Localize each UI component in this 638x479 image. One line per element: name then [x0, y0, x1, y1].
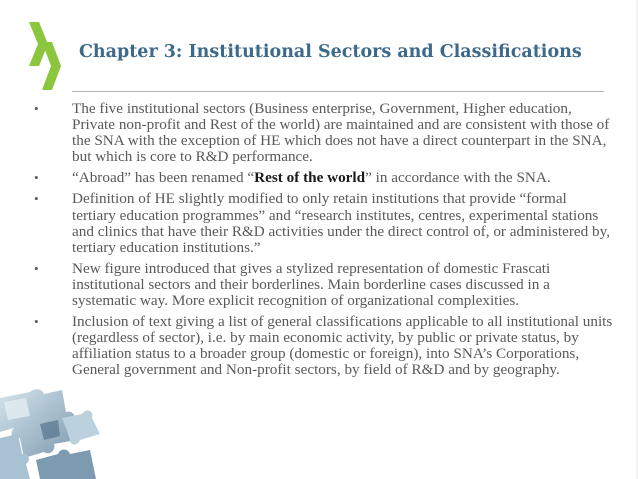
oecd-logo-icon: [26, 20, 64, 92]
bullet-text-bold: Rest of the world: [254, 169, 366, 187]
bullet-item: [34, 191, 614, 255]
bullet-list: [34, 101, 614, 384]
bullet-marker: •: [34, 314, 39, 330]
bullet-marker: •: [34, 191, 39, 207]
puzzle-pieces-icon: [0, 388, 105, 479]
bullet-text: The five institutional sectors (Business enterprise, Government, Higher education, Private non-profit and Rest of the world) are maintained and are consistent with those of the SNA with the exception of HE which does not have a direct counterpart in the SNA, but which is core to R&D performance.: [72, 100, 610, 166]
title-divider: [72, 91, 604, 92]
page-title: Chapter 3: Institutional Sectors and Classifications: [79, 42, 582, 62]
bullet-item: [34, 101, 614, 165]
bullet-item: [34, 314, 614, 378]
bullet-item: [34, 261, 614, 309]
bullet-marker: •: [34, 101, 39, 116]
bullet-text-pre: “Abroad” has been renamed “: [72, 169, 255, 187]
bullet-text: Inclusion of text giving a list of general classifications applicable to all institutional units (regardless of sector), i.e. by main economic activity, by public or private status, by affiliation status to a broader group (domestic or foreign), into SNA’s Corporations, General government and Non-profit sectors, by field of R&D and by geography.: [72, 313, 613, 379]
bullet-marker: •: [34, 170, 39, 186]
bullet-marker: •: [34, 260, 39, 276]
bullet-text: New figure introduced that gives a stylized representation of domestic Frascati institutional sectors and their borderlines. Main borderline cases discussed in a systematic way. More explicit recognition of organizational complexities.: [72, 259, 551, 310]
bullet-text-post: ” in accordance with the SNA.: [365, 169, 551, 187]
bullet-item: [34, 170, 614, 186]
bullet-text: Definition of HE slightly modified to only retain institutions that provide “formal tertiary education programmes” and “research institutes, centres, experimental stations and clinics that have their R&D activities under the direct control of, or administered by, tertiary education institutions.”: [72, 190, 611, 256]
